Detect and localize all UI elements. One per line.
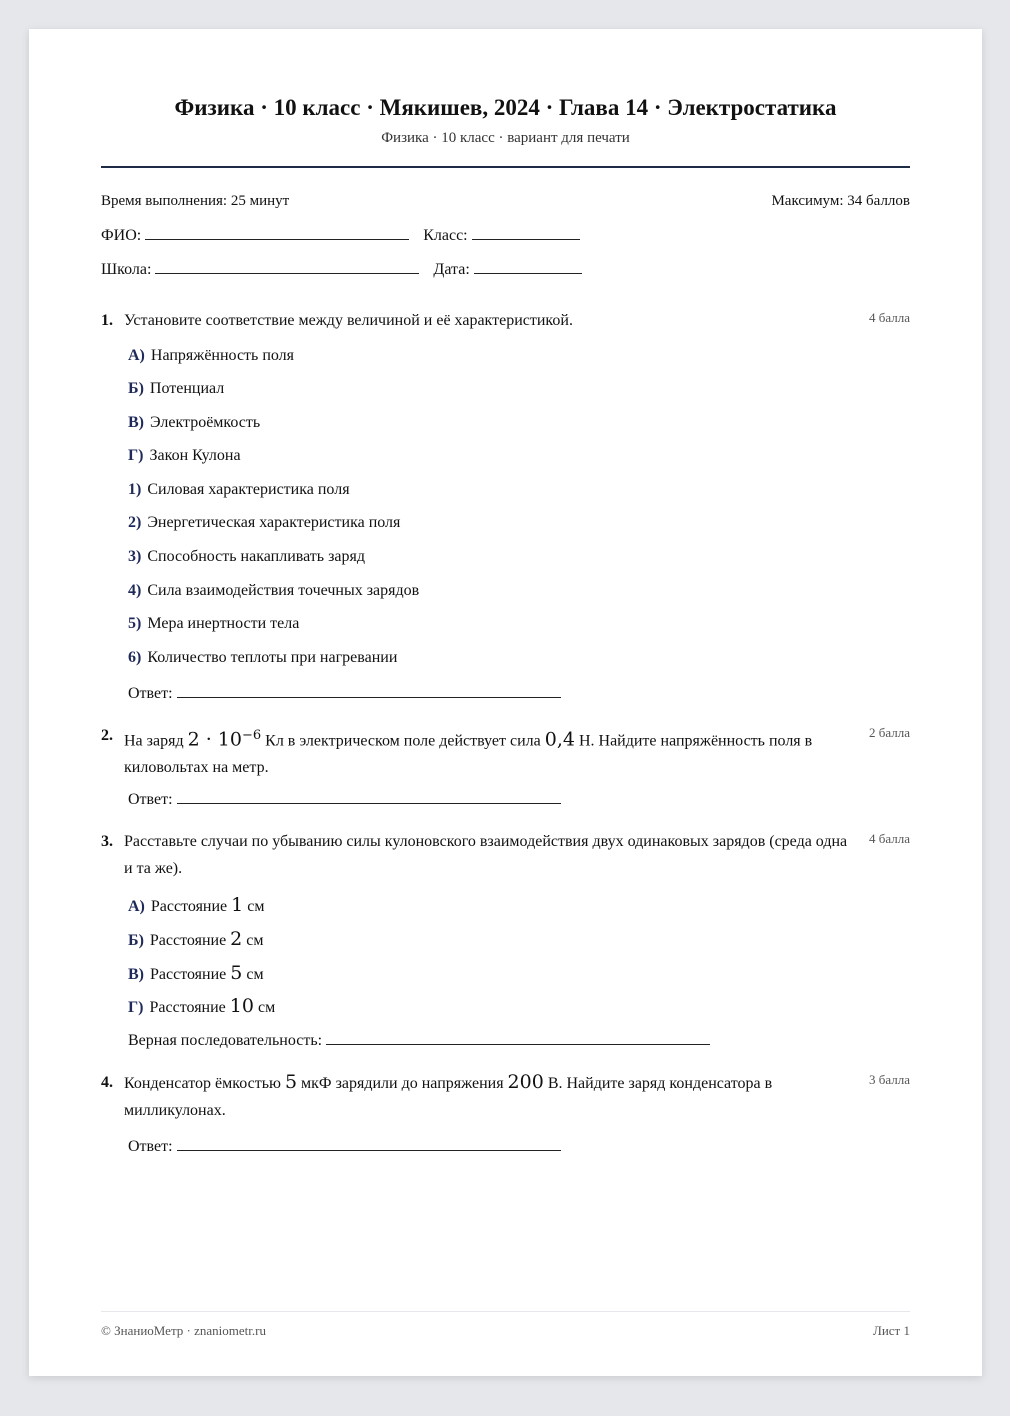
task-number: 4. xyxy=(101,1074,113,1091)
option-text: Расстояние xyxy=(150,898,228,915)
task-text-part: Конденсатор ёмкостью xyxy=(124,1075,281,1092)
task-text: Расставьте случаи по убыванию силы кулоновского взаимодействия двух одинаковых зарядов (среда одна и та же). xyxy=(124,833,848,877)
option xyxy=(128,414,260,432)
school-label: Школа: xyxy=(101,261,152,278)
task-points: 4 балла xyxy=(869,831,910,846)
option xyxy=(128,548,365,566)
option-label: 4) xyxy=(128,582,142,599)
option-unit: см xyxy=(246,966,264,983)
fio-label: ФИО: xyxy=(101,227,142,244)
option-label: В) xyxy=(128,414,144,431)
answer-line[interactable] xyxy=(177,683,561,698)
option xyxy=(128,582,419,600)
date-label: Дата: xyxy=(433,261,470,278)
class-line[interactable] xyxy=(472,225,580,240)
option-label: А) xyxy=(128,898,145,915)
option-text: Сила взаимодействия точечных зарядов xyxy=(147,582,420,599)
math-value: 5 xyxy=(230,962,243,984)
option-label: 1) xyxy=(128,481,142,498)
footer-copyright: © ЗнаниоМетр · znaniometr.ru xyxy=(101,1323,266,1338)
answer-label: Ответ: xyxy=(128,1138,173,1155)
option-label: 2) xyxy=(128,514,142,531)
answer-line[interactable] xyxy=(177,1136,561,1151)
option-text: Расстояние xyxy=(150,966,227,983)
task-text-part: Н. Найдите напряжённость поля в киловольтах на метр. xyxy=(124,732,813,777)
option-text: Энергетическая характеристика поля xyxy=(147,514,401,531)
option-label: 3) xyxy=(128,548,142,565)
option xyxy=(128,380,224,398)
task-number: 1. xyxy=(101,312,113,329)
option-label: Б) xyxy=(128,380,144,397)
task-points: 3 балла xyxy=(869,1072,910,1087)
answer-label: Ответ: xyxy=(128,791,173,808)
option xyxy=(128,928,264,950)
math-value: 5 xyxy=(284,1071,298,1093)
time-limit: Время выполнения: 25 минут xyxy=(101,193,290,209)
task-text-part: мкФ зарядили до напряжения xyxy=(301,1075,504,1092)
answer-label: Ответ: xyxy=(128,685,173,702)
math-value: 2 · 10 xyxy=(187,728,242,751)
option-unit: см xyxy=(257,999,276,1016)
option-unit: см xyxy=(246,932,264,949)
task-number: 2. xyxy=(101,727,113,744)
math-value: 200 xyxy=(507,1071,544,1093)
header-divider xyxy=(101,166,910,168)
task-points: 4 балла xyxy=(869,310,910,325)
option xyxy=(128,615,299,633)
option xyxy=(128,995,275,1017)
option-text: Потенциал xyxy=(149,380,225,397)
option-text: Закон Кулона xyxy=(149,447,241,464)
school-date-row xyxy=(101,259,592,279)
task-text: Установите соответствие между величиной и её характеристикой. xyxy=(124,312,573,329)
date-line[interactable] xyxy=(474,259,582,274)
answer-row xyxy=(128,1030,710,1050)
option-text: Расстояние xyxy=(149,932,227,949)
option xyxy=(128,894,264,916)
option xyxy=(128,481,350,499)
answer-row xyxy=(128,683,561,703)
option-label: В) xyxy=(128,966,144,983)
school-line[interactable] xyxy=(155,259,419,274)
option xyxy=(128,514,400,532)
option-text: Количество теплоты при нагревании xyxy=(147,649,398,666)
task-text-part: Кл в электрическом поле действует сила xyxy=(265,732,541,750)
answer-line[interactable] xyxy=(177,789,561,804)
option-label: 6) xyxy=(128,649,142,666)
math-value: 0,4 xyxy=(544,728,575,751)
task-text-part: На заряд xyxy=(124,732,184,750)
math-value: 2 xyxy=(230,928,243,950)
page-title: Физика · 10 класс · Мякишев, 2024 · Глава 14 · Электростатика xyxy=(174,95,837,120)
answer-label: Верная последовательность: xyxy=(128,1032,323,1049)
page-content xyxy=(101,29,910,1376)
option-label: А) xyxy=(128,347,145,364)
option-text: Способность накапливать заряд xyxy=(147,548,365,565)
footer-divider xyxy=(101,1311,910,1312)
fio-line[interactable] xyxy=(145,225,409,240)
math-exponent: −6 xyxy=(241,728,262,743)
option-label: Г) xyxy=(128,447,144,464)
option-text: Электроёмкость xyxy=(150,414,261,431)
task-number: 3. xyxy=(101,833,113,850)
option-label: Б) xyxy=(128,932,144,949)
fio-class-row xyxy=(101,225,590,245)
option-text: Силовая характеристика поля xyxy=(147,481,350,498)
max-score: Максимум: 34 баллов xyxy=(771,193,910,209)
option xyxy=(128,962,264,984)
task-text xyxy=(124,1069,852,1124)
option-text: Напряжённость поля xyxy=(150,347,295,364)
option-unit: см xyxy=(247,898,265,915)
page-subtitle: Физика · 10 класс · вариант для печати xyxy=(381,130,630,146)
task-points: 2 балла xyxy=(869,725,910,740)
math-value: 1 xyxy=(231,894,244,916)
answer-row xyxy=(128,789,561,809)
answer-row xyxy=(128,1136,561,1156)
option xyxy=(128,347,294,365)
option xyxy=(128,649,397,667)
math-value: 10 xyxy=(229,995,254,1017)
option-label: 5) xyxy=(128,615,142,632)
task-text-part: В. Найдите заряд конденсатора в милликулонах. xyxy=(124,1075,773,1119)
option-text: Мера инертности тела xyxy=(147,615,300,632)
footer-sheet-number: Лист 1 xyxy=(873,1323,910,1338)
class-label: Класс: xyxy=(423,227,468,244)
option-label: Г) xyxy=(128,999,144,1016)
worksheet-page xyxy=(29,29,982,1376)
option xyxy=(128,447,241,465)
task-text xyxy=(124,722,852,781)
option-text: Расстояние xyxy=(149,999,226,1016)
answer-line[interactable] xyxy=(326,1030,710,1045)
